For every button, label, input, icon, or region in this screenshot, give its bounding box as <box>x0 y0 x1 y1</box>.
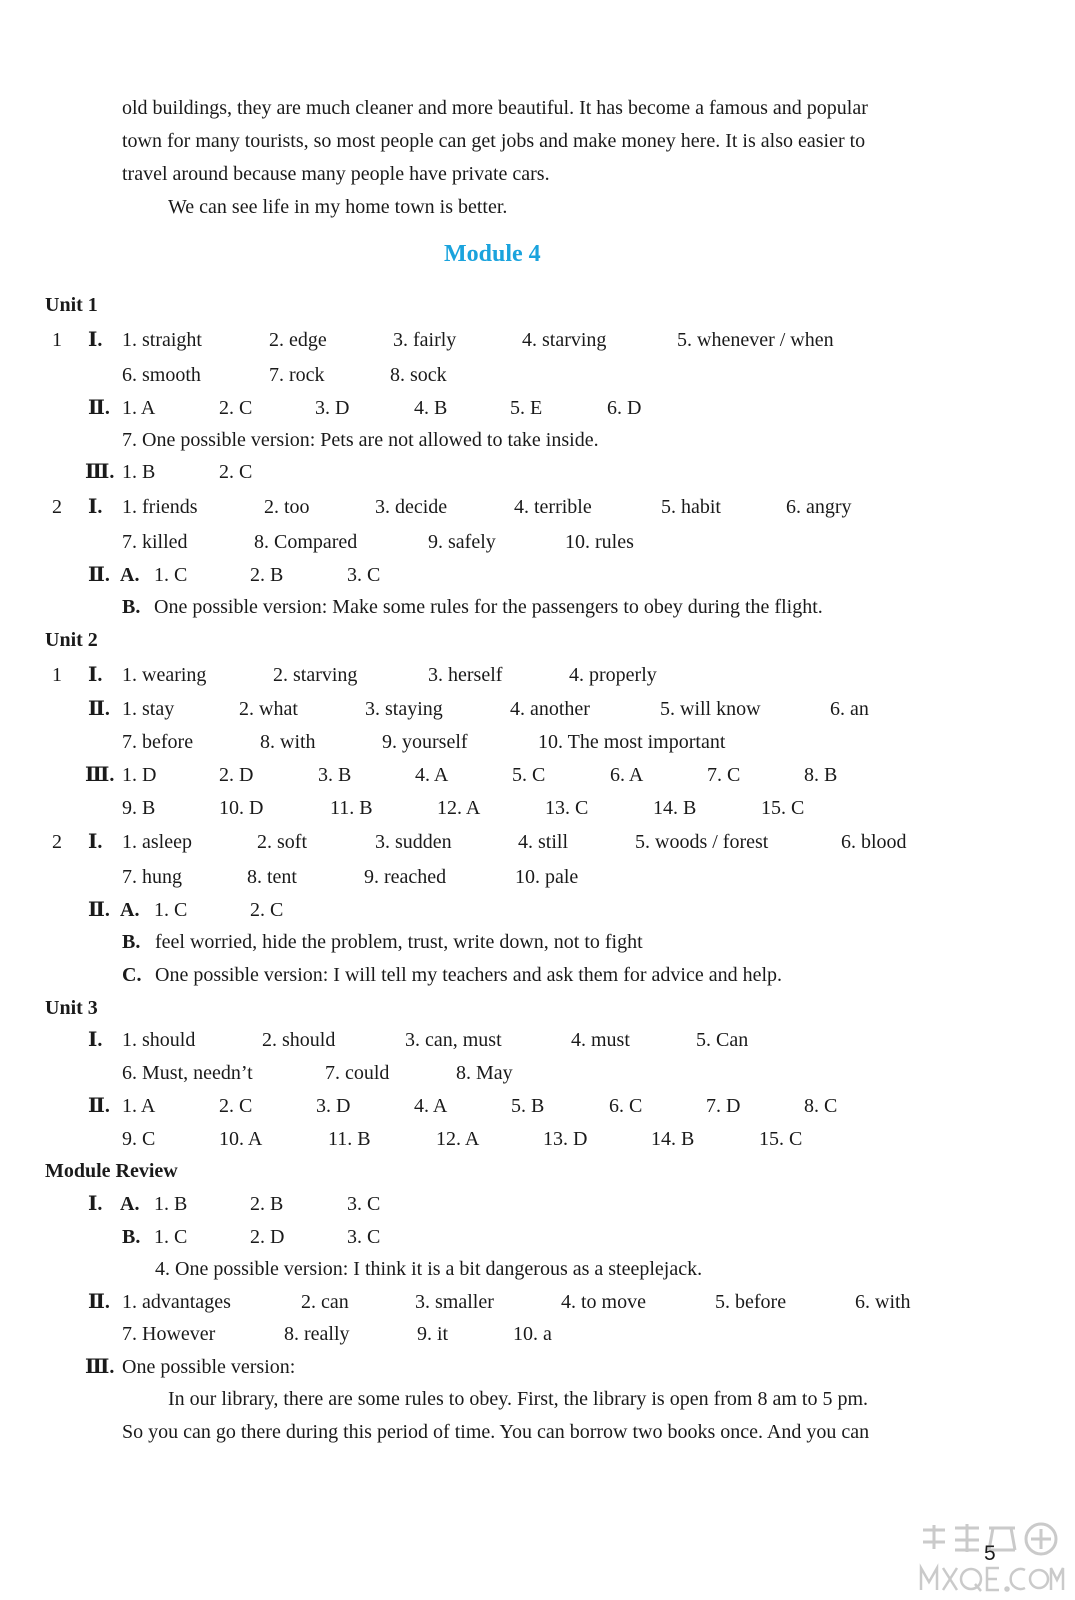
answer-item: 3. C <box>347 564 381 586</box>
answer-sentence: feel worried, hide the problem, trust, write down, not to fight <box>155 931 643 953</box>
answer-item: 8. May <box>456 1062 513 1084</box>
answer-item: 15. C <box>759 1128 803 1150</box>
sub-part-label: B. <box>122 931 141 953</box>
answer-item: 4. starving <box>522 329 607 351</box>
module-review-heading: Module Review <box>45 1160 178 1182</box>
unit-2-heading: Unit 2 <box>45 629 98 651</box>
answer-item: 9. reached <box>364 866 447 888</box>
review-part-3-label: Ⅲ. <box>85 1356 115 1378</box>
answer-item: 6. A <box>610 764 644 786</box>
answer-sentence: One possible version: I will tell my teachers and ask them for advice and help. <box>155 964 783 986</box>
answer-item: 9. it <box>417 1323 449 1345</box>
answer-item: 2. C <box>219 1095 253 1117</box>
answer-item: 10. rules <box>565 531 634 553</box>
answer-item: 13. D <box>543 1128 588 1150</box>
answer-item: 3. decide <box>375 496 448 518</box>
answer-item: 7. C <box>707 764 741 786</box>
essay-line-1: In our library, there are some rules to obey. First, the library is open from 8 am to 5 pm. <box>168 1388 869 1410</box>
answer-item: 8. sock <box>390 364 447 386</box>
answer-item: 3. B <box>318 764 352 786</box>
answer-item: 5. whenever / when <box>677 329 834 351</box>
answer-item: 9. C <box>122 1128 156 1150</box>
answer-item: 2. D <box>250 1226 285 1248</box>
answer-item: 3. staying <box>365 698 443 720</box>
answer-item: 2. B <box>250 564 284 586</box>
answer-item: 6. C <box>609 1095 643 1117</box>
answer-item: 9. safely <box>428 531 496 553</box>
answer-sentence: 7. One possible version: Pets are not allowed to take inside. <box>122 429 599 451</box>
unit-3-part-1-label: Ⅰ. <box>88 1029 103 1051</box>
answer-item: 10. a <box>513 1323 552 1345</box>
review-part-1-label: Ⅰ. <box>88 1193 103 1215</box>
answer-sentence: One possible version: Make some rules for the passengers to obey during the flight. <box>154 596 823 618</box>
answer-item: 5. woods / forest <box>635 831 769 853</box>
unit-2-part-3-label: Ⅲ. <box>85 764 115 786</box>
unit-1-section-2-number: 2 <box>52 496 62 518</box>
answer-item: 1. advantages <box>122 1291 231 1313</box>
answer-item: 12. A <box>436 1128 480 1150</box>
watermark-letter <box>987 1568 999 1590</box>
unit-1-part-3-label: Ⅲ. <box>85 461 115 483</box>
answer-item: 5. C <box>512 764 546 786</box>
sub-part-label: A. <box>120 899 140 921</box>
answer-item: 8. really <box>284 1323 350 1345</box>
watermark-glyph-1 <box>923 1524 979 1552</box>
answer-item: 6. with <box>855 1291 911 1313</box>
sub-part-label: A. <box>120 564 140 586</box>
answer-item: 2. too <box>264 496 310 518</box>
answer-item: 6. angry <box>786 496 852 518</box>
answer-item: 2. C <box>250 899 284 921</box>
unit-1-section-1-number: 1 <box>52 329 62 351</box>
answer-item: 7. killed <box>122 531 188 553</box>
answer-item: 5. before <box>715 1291 787 1313</box>
answer-item: 1. asleep <box>122 831 192 853</box>
answer-item: 7. D <box>706 1095 741 1117</box>
unit-1-part-2-label: Ⅱ. <box>88 397 110 419</box>
answer-item: 6. D <box>607 397 642 419</box>
answer-item: 2. starving <box>273 664 358 686</box>
answer-item: 2. what <box>239 698 298 720</box>
unit-3-heading: Unit 3 <box>45 997 98 1019</box>
answer-item: 10. A <box>219 1128 263 1150</box>
answer-item: 5. Can <box>696 1029 749 1051</box>
sub-part-label: B. <box>122 1226 141 1248</box>
answer-item: 10. The most important <box>538 731 726 753</box>
unit-2-s2-part-1-label: Ⅰ. <box>88 831 103 853</box>
answer-sentence: 4. One possible version: I think it is a bit dangerous as a steeplejack. <box>155 1258 703 1280</box>
answer-item: 2. D <box>219 764 254 786</box>
watermark-letter <box>1051 1568 1063 1590</box>
answer-item: 3. sudden <box>375 831 452 853</box>
answer-item: 1. should <box>122 1029 196 1051</box>
page-number: 5 <box>984 1542 996 1565</box>
unit-3-part-2-label: Ⅱ. <box>88 1095 110 1117</box>
answer-item: 6. smooth <box>122 364 201 386</box>
answer-item: 1. friends <box>122 496 198 518</box>
answer-item: 14. B <box>653 797 697 819</box>
sub-part-label: B. <box>122 596 141 618</box>
unit-2-part-1-label: Ⅰ. <box>88 664 103 686</box>
answer-item: 1. B <box>122 461 156 483</box>
sub-part-label: A. <box>120 1193 140 1215</box>
answer-item: 2. can <box>301 1291 349 1313</box>
answer-item: 1. C <box>154 1226 188 1248</box>
watermark-dot <box>1006 1588 1009 1591</box>
answer-item: 3. D <box>316 1095 351 1117</box>
answer-item: 7. hung <box>122 866 182 888</box>
unit-1-part-1-label: Ⅰ. <box>88 329 103 351</box>
unit-2-part-2-label: Ⅱ. <box>88 698 110 720</box>
watermark-cross <box>1031 1529 1051 1549</box>
answer-item: 5. will know <box>660 698 761 720</box>
unit-1-s2-part-2-label: Ⅱ. <box>88 564 110 586</box>
answer-sentence: One possible version: <box>122 1356 296 1378</box>
intro-line-2: town for many tourists, so most people can get jobs and make money here. It is also easier to <box>122 130 866 152</box>
answer-item: 3. C <box>347 1226 381 1248</box>
essay-line-2: So you can go there during this period of time. You can borrow two books once. And you can <box>122 1421 870 1443</box>
answer-item: 8. Compared <box>254 531 358 553</box>
answer-item: 2. edge <box>269 329 327 351</box>
answer-item: 1. wearing <box>122 664 207 686</box>
answer-item: 4. must <box>571 1029 630 1051</box>
answer-item: 6. blood <box>841 831 907 853</box>
review-part-2-label: Ⅱ. <box>88 1291 110 1313</box>
unit-1-s2-part-1-label: Ⅰ. <box>88 496 103 518</box>
answer-item: 8. with <box>260 731 316 753</box>
watermark-letter <box>1011 1569 1025 1589</box>
watermark-letter <box>943 1568 957 1590</box>
answer-item: 10. D <box>219 797 264 819</box>
answer-item: 3. D <box>315 397 350 419</box>
answer-item: 7. However <box>122 1323 216 1345</box>
answer-item: 11. B <box>328 1128 371 1150</box>
answer-item: 4. terrible <box>514 496 592 518</box>
answer-item: 3. can, must <box>405 1029 502 1051</box>
answer-item: 8. tent <box>247 866 297 888</box>
unit-1-heading: Unit 1 <box>45 294 98 316</box>
answer-item: 4. properly <box>569 664 657 686</box>
watermark-logo <box>915 1520 1065 1600</box>
answer-item: 2. C <box>219 397 253 419</box>
answer-item: 2. should <box>262 1029 336 1051</box>
answer-item: 6. an <box>830 698 869 720</box>
answer-item: 1. stay <box>122 698 175 720</box>
answer-item: 10. pale <box>515 866 579 888</box>
answer-item: 9. yourself <box>382 731 468 753</box>
answer-item: 4. to move <box>561 1291 646 1313</box>
answer-item: 2. soft <box>257 831 307 853</box>
answer-item: 8. B <box>804 764 838 786</box>
answer-item: 4. B <box>414 397 448 419</box>
answer-item: 3. herself <box>428 664 503 686</box>
answer-item: 11. B <box>330 797 373 819</box>
answer-item: 2. B <box>250 1193 284 1215</box>
answer-item: 7. could <box>325 1062 390 1084</box>
answer-item: 1. straight <box>122 329 202 351</box>
answer-item: 2. C <box>219 461 253 483</box>
watermark-letter <box>921 1568 937 1590</box>
answer-item: 1. D <box>122 764 157 786</box>
answer-item: 1. A <box>122 397 156 419</box>
answer-item: 5. E <box>510 397 543 419</box>
intro-line-1: old buildings, they are much cleaner and more beautiful. It has become a famous and popular <box>122 97 868 119</box>
unit-2-s2-part-2-label: Ⅱ. <box>88 899 110 921</box>
answer-item: 1. A <box>122 1095 156 1117</box>
answer-item: 5. habit <box>661 496 721 518</box>
watermark-letter <box>1030 1570 1048 1588</box>
answer-item: 1. C <box>154 564 188 586</box>
answer-item: 14. B <box>651 1128 695 1150</box>
answer-item: 1. C <box>154 899 188 921</box>
unit-2-section-2-number: 2 <box>52 831 62 853</box>
answer-item: 7. rock <box>269 364 325 386</box>
answer-item: 12. A <box>437 797 481 819</box>
answer-item: 9. B <box>122 797 156 819</box>
answer-item: 3. C <box>347 1193 381 1215</box>
module-title: Module 4 <box>444 241 541 267</box>
answer-item: 4. A <box>414 1095 448 1117</box>
answer-item: 4. A <box>415 764 449 786</box>
answer-item: 4. another <box>510 698 590 720</box>
answer-item: 15. C <box>761 797 805 819</box>
answer-item: 7. before <box>122 731 194 753</box>
answer-item: 5. B <box>511 1095 545 1117</box>
answer-item: 3. fairly <box>393 329 457 351</box>
answer-item: 6. Must, needn’t <box>122 1062 253 1084</box>
watermark-glyph-2 <box>989 1528 1015 1550</box>
intro-line-4: We can see life in my home town is better. <box>168 196 508 218</box>
answer-item: 13. C <box>545 797 589 819</box>
unit-2-section-1-number: 1 <box>52 664 62 686</box>
sub-part-label: C. <box>122 964 142 986</box>
answer-item: 4. still <box>518 831 569 853</box>
intro-line-3: travel around because many people have private cars. <box>122 163 550 185</box>
answer-item: 3. smaller <box>415 1291 494 1313</box>
answer-item: 1. B <box>154 1193 188 1215</box>
answer-item: 8. C <box>804 1095 838 1117</box>
